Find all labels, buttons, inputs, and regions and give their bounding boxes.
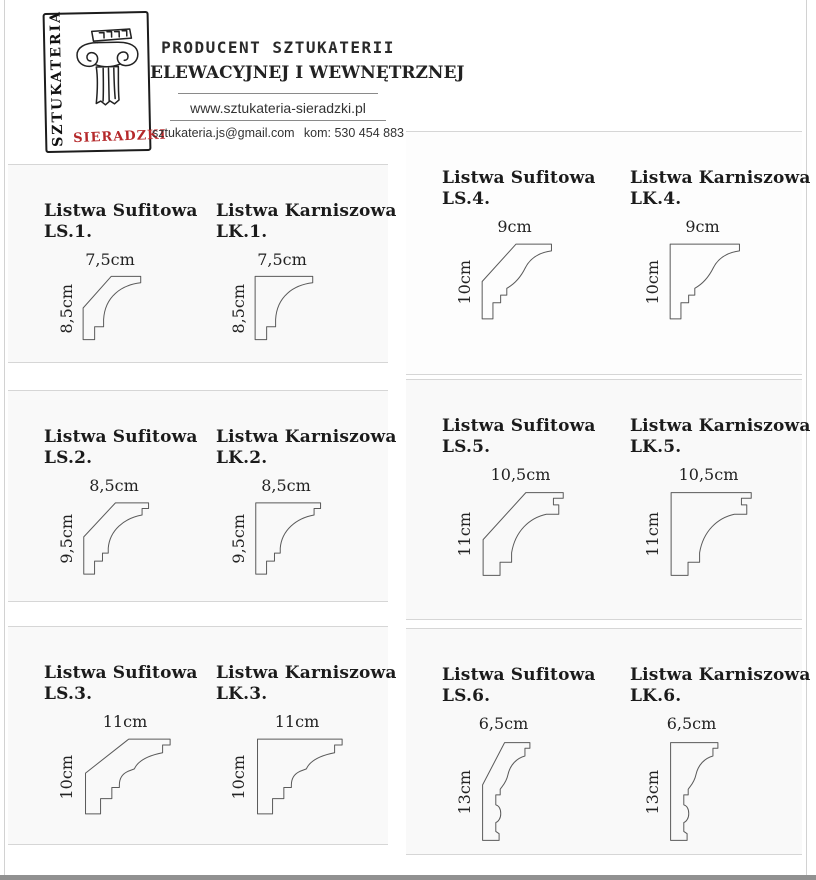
profile-outline [83, 277, 141, 340]
product-code: LK.4. [630, 188, 682, 209]
height-dimension-label: 13cm [454, 769, 474, 815]
product-title [442, 665, 612, 706]
header-divider [170, 120, 386, 121]
molding-profile-drawing [664, 736, 719, 847]
product-title-label: Listwa Sufitowa [442, 665, 596, 685]
product-panel-ls1 [44, 201, 198, 362]
header-divider [178, 93, 378, 94]
website-url: www.sztukateria-sieradzki.pl [190, 100, 366, 116]
profile-figure [226, 250, 388, 344]
product-cell-2 [8, 390, 397, 602]
height-dimension-label: 10cm [56, 754, 76, 800]
product-code: LK.6. [630, 685, 682, 706]
product-title-label: Listwa Karniszowa [630, 416, 811, 436]
product-panel-ls4 [442, 168, 612, 374]
product-title [44, 201, 198, 242]
product-panel-lk2 [216, 427, 397, 601]
product-panel-lk1 [216, 201, 397, 362]
width-dimension-label: 7,5cm [85, 250, 135, 270]
width-dimension-label: 9cm [685, 217, 720, 237]
width-dimension-label: 7,5cm [257, 250, 307, 270]
product-code: LS.6. [442, 685, 491, 706]
producer-subtitle: ELEWACYJNEJ I WEWNĘTRZNEJ [150, 63, 465, 83]
molding-profile-drawing [78, 498, 150, 579]
height-dimension-label: 8,5cm [56, 283, 76, 334]
product-title [216, 663, 397, 704]
product-panel-ls6 [442, 665, 612, 854]
product-title [442, 168, 612, 209]
profile-figure [452, 217, 612, 324]
molding-profile-drawing [78, 272, 142, 344]
product-title-label: Listwa Karniszowa [630, 665, 811, 685]
contact-phone: kom: 530 454 883 [303, 126, 404, 140]
profile-outline [671, 743, 718, 841]
height-dimension-label: 10cm [228, 754, 248, 800]
width-dimension-label: 8,5cm [89, 476, 139, 496]
product-panel-lk4 [630, 168, 811, 374]
profile-outline [258, 740, 343, 815]
product-code: LK.1. [216, 221, 268, 242]
logo-brand-name: SIERADZKI [72, 127, 167, 147]
product-title [442, 416, 612, 457]
width-dimension-label: 11cm [274, 712, 320, 732]
product-title [216, 201, 397, 242]
molding-profile-drawing [664, 487, 753, 581]
height-dimension-label: 13cm [642, 769, 662, 815]
molding-profile-drawing [250, 498, 322, 579]
product-code: LK.3. [216, 683, 268, 704]
width-dimension-label: 10,5cm [678, 465, 739, 485]
product-title [44, 663, 198, 704]
profile-figure [226, 476, 388, 579]
profile-outline [86, 740, 171, 815]
profile-outline [482, 245, 551, 320]
page-bottom-bar [0, 875, 816, 880]
molding-profile-drawing [476, 736, 531, 847]
height-dimension-label: 10cm [642, 259, 662, 305]
profile-outline [255, 277, 313, 340]
profile-figure [226, 712, 388, 819]
profile-figure [54, 250, 198, 344]
product-cell-4 [406, 131, 811, 375]
product-title-label: Listwa Sufitowa [44, 427, 198, 447]
profile-outline [256, 503, 321, 574]
width-dimension-label: 9cm [497, 217, 532, 237]
profile-figure [640, 465, 802, 581]
product-title-label: Listwa Sufitowa [442, 416, 596, 436]
product-panel-ls3 [44, 663, 198, 844]
product-panel-lk3 [216, 663, 397, 844]
ionic-column-capital-icon [69, 16, 147, 124]
molding-profile-drawing [476, 239, 553, 324]
molding-profile-drawing [664, 239, 741, 324]
logo-vertical-text: SZTUKATERIA [47, 9, 67, 147]
product-panel-lk5 [630, 416, 811, 619]
profile-outline [483, 493, 563, 576]
profile-figure [54, 712, 198, 819]
profile-figure [640, 714, 802, 847]
product-cell-3 [8, 626, 397, 845]
product-code: LK.2. [216, 447, 268, 468]
profile-figure [452, 714, 612, 847]
width-dimension-label: 11cm [102, 712, 148, 732]
width-dimension-label: 8,5cm [261, 476, 311, 496]
height-dimension-label: 10cm [454, 259, 474, 305]
product-title [630, 168, 811, 209]
product-title [216, 427, 397, 468]
molding-profile-drawing [476, 487, 565, 581]
product-code: LS.5. [442, 436, 491, 457]
height-dimension-label: 11cm [454, 512, 474, 557]
height-dimension-label: 9,5cm [228, 514, 248, 564]
width-dimension-label: 10,5cm [490, 465, 551, 485]
contact-email: sztukateria.js@gmail.com [152, 126, 295, 140]
molding-profile-drawing [250, 272, 314, 344]
product-title-label: Listwa Karniszowa [216, 427, 397, 447]
header-text-block [150, 38, 465, 140]
page-right-border [806, 0, 807, 875]
molding-profile-drawing [250, 734, 344, 819]
page-left-border [4, 0, 5, 875]
product-panel-ls5 [442, 416, 612, 619]
profile-outline [670, 245, 739, 320]
product-title-label: Listwa Sufitowa [44, 663, 198, 683]
profile-outline [671, 493, 751, 576]
product-panel-lk6 [630, 665, 811, 854]
producer-title: PRODUCENT SZTUKATERII [161, 38, 395, 57]
product-cell-1 [8, 164, 397, 363]
product-title-label: Listwa Karniszowa [216, 663, 397, 683]
product-code: LS.1. [44, 221, 93, 242]
product-title [44, 427, 198, 468]
molding-profile-drawing [78, 734, 172, 819]
width-dimension-label: 6,5cm [478, 714, 529, 734]
height-dimension-label: 11cm [642, 512, 662, 557]
product-panel-ls2 [44, 427, 198, 601]
profile-outline [84, 503, 149, 574]
product-code: LK.5. [630, 436, 682, 457]
profile-figure [452, 465, 612, 581]
product-cell-6 [406, 628, 811, 855]
product-title [630, 665, 811, 706]
height-dimension-label: 8,5cm [228, 283, 248, 334]
width-dimension-label: 6,5cm [666, 714, 717, 734]
product-code: LS.4. [442, 188, 491, 209]
company-logo [43, 9, 167, 153]
product-title [630, 416, 811, 457]
product-title-label: Listwa Sufitowa [44, 201, 198, 221]
height-dimension-label: 9,5cm [56, 514, 76, 564]
product-title-label: Listwa Karniszowa [216, 201, 397, 221]
contact-row [150, 126, 406, 140]
profile-figure [54, 476, 198, 579]
product-title-label: Listwa Sufitowa [442, 168, 596, 188]
profile-figure [640, 217, 802, 324]
product-title-label: Listwa Karniszowa [630, 168, 811, 188]
product-code: LS.3. [44, 683, 93, 704]
profile-outline [483, 743, 530, 841]
product-cell-5 [406, 379, 811, 620]
product-code: LS.2. [44, 447, 93, 468]
